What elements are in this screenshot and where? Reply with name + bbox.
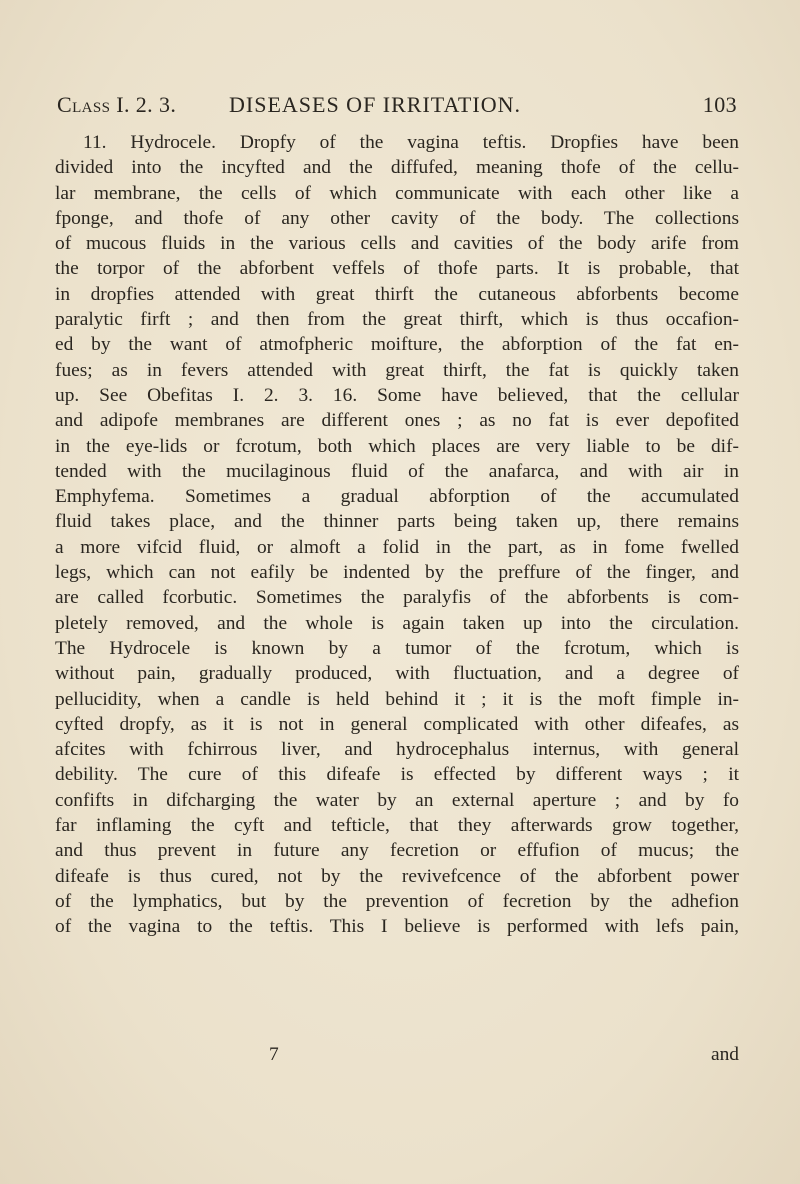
signature-mark: 7: [269, 1044, 279, 1065]
text-line: confifts in difcharging the water by an external aperture ; and by fo: [55, 789, 739, 811]
text-line: debility. The cure of this difeafe is effected by different ways ; it: [55, 764, 739, 786]
text-line: ed by the want of atmofpheric moifture, the abforption of the fat en-: [55, 334, 739, 356]
text-line: pellucidity, when a candle is held behind it ; it is the moft fimple in-: [55, 688, 739, 710]
text-line: fponge, and thofe of any other cavity of the body. The collections: [55, 207, 739, 229]
header-title: DISEASES OF IRRITATION.: [229, 92, 521, 117]
text-line: and thus prevent in future any fecretion or effufion of mucus; the: [55, 840, 739, 862]
text-line: tended with the mucilaginous fluid of the anafarca, and with air in: [55, 460, 739, 482]
text-line: difeafe is thus cured, not by the revivefcence of the abforbent power: [55, 865, 739, 887]
text-line: of the vagina to the teftis. This I believe is performed with lefs pain,: [55, 916, 739, 938]
text-line: of mucous fluids in the various cells and cavities of the body arife from: [55, 233, 739, 255]
running-header: [57, 92, 737, 122]
text-line: legs, which can not eafily be indented by the preffure of the finger, and: [55, 562, 739, 584]
text-line: are called fcorbutic. Sometimes the paralyfis of the abforbents is com-: [55, 587, 739, 609]
body-text: [55, 130, 739, 940]
text-line: up. See Obefitas I. 2. 3. 16. Some have believed, that the cellular: [55, 384, 739, 406]
text-line: divided into the incyfted and the diffufed, meaning thofe of the cellu-: [55, 157, 739, 179]
text-line: and adipofe membranes are different ones ; as no fat is ever depofited: [55, 410, 739, 432]
text-line: Emphyfema. Sometimes a gradual abforption of the accumulated: [55, 486, 739, 508]
text-line: afcites with fchirrous liver, and hydrocephalus internus, with general: [55, 739, 739, 761]
catchword: and: [711, 1044, 739, 1065]
text-line: a more vifcid fluid, or almoft a folid in the part, as in fome fwelled: [55, 536, 739, 558]
page-number: 103: [702, 92, 737, 117]
text-line: without pain, gradually produced, with fluctuation, and a degree of: [55, 663, 739, 685]
text-line: the torpor of the abforbent veffels of thofe parts. It is probable, that: [55, 258, 739, 280]
text-line: cyfted dropfy, as it is not in general complicated with other difeafes, as: [55, 713, 739, 735]
page-footer: [55, 1044, 739, 1070]
text-line: of the lymphatics, but by the prevention of fecretion by the adhefion: [55, 890, 739, 912]
header-class-reference: Class I. 2. 3.: [57, 92, 177, 117]
text-line: far inflaming the cyft and tefticle, that they afterwards grow together,: [55, 815, 739, 837]
text-line: in the eye-lids or fcrotum, both which places are very liable to be dif-: [55, 435, 739, 457]
text-line: The Hydrocele is known by a tumor of the fcrotum, which is: [55, 637, 739, 659]
text-line: paralytic firft ; and then from the great thirft, which is thus occafion-: [55, 309, 739, 331]
text-line: in dropfies attended with great thirft the cutaneous abforbents become: [55, 283, 739, 305]
text-line: fues; as in fevers attended with great thirft, the fat is quickly taken: [55, 359, 739, 381]
text-line: fluid takes place, and the thinner parts being taken up, there remains: [55, 511, 739, 533]
text-line: 11. Hydrocele. Dropfy of the vagina teftis. Dropfies have been: [83, 132, 739, 153]
text-line: lar membrane, the cells of which communicate with each other like a: [55, 182, 739, 204]
text-line: pletely removed, and the whole is again taken up into the circulation.: [55, 612, 739, 634]
